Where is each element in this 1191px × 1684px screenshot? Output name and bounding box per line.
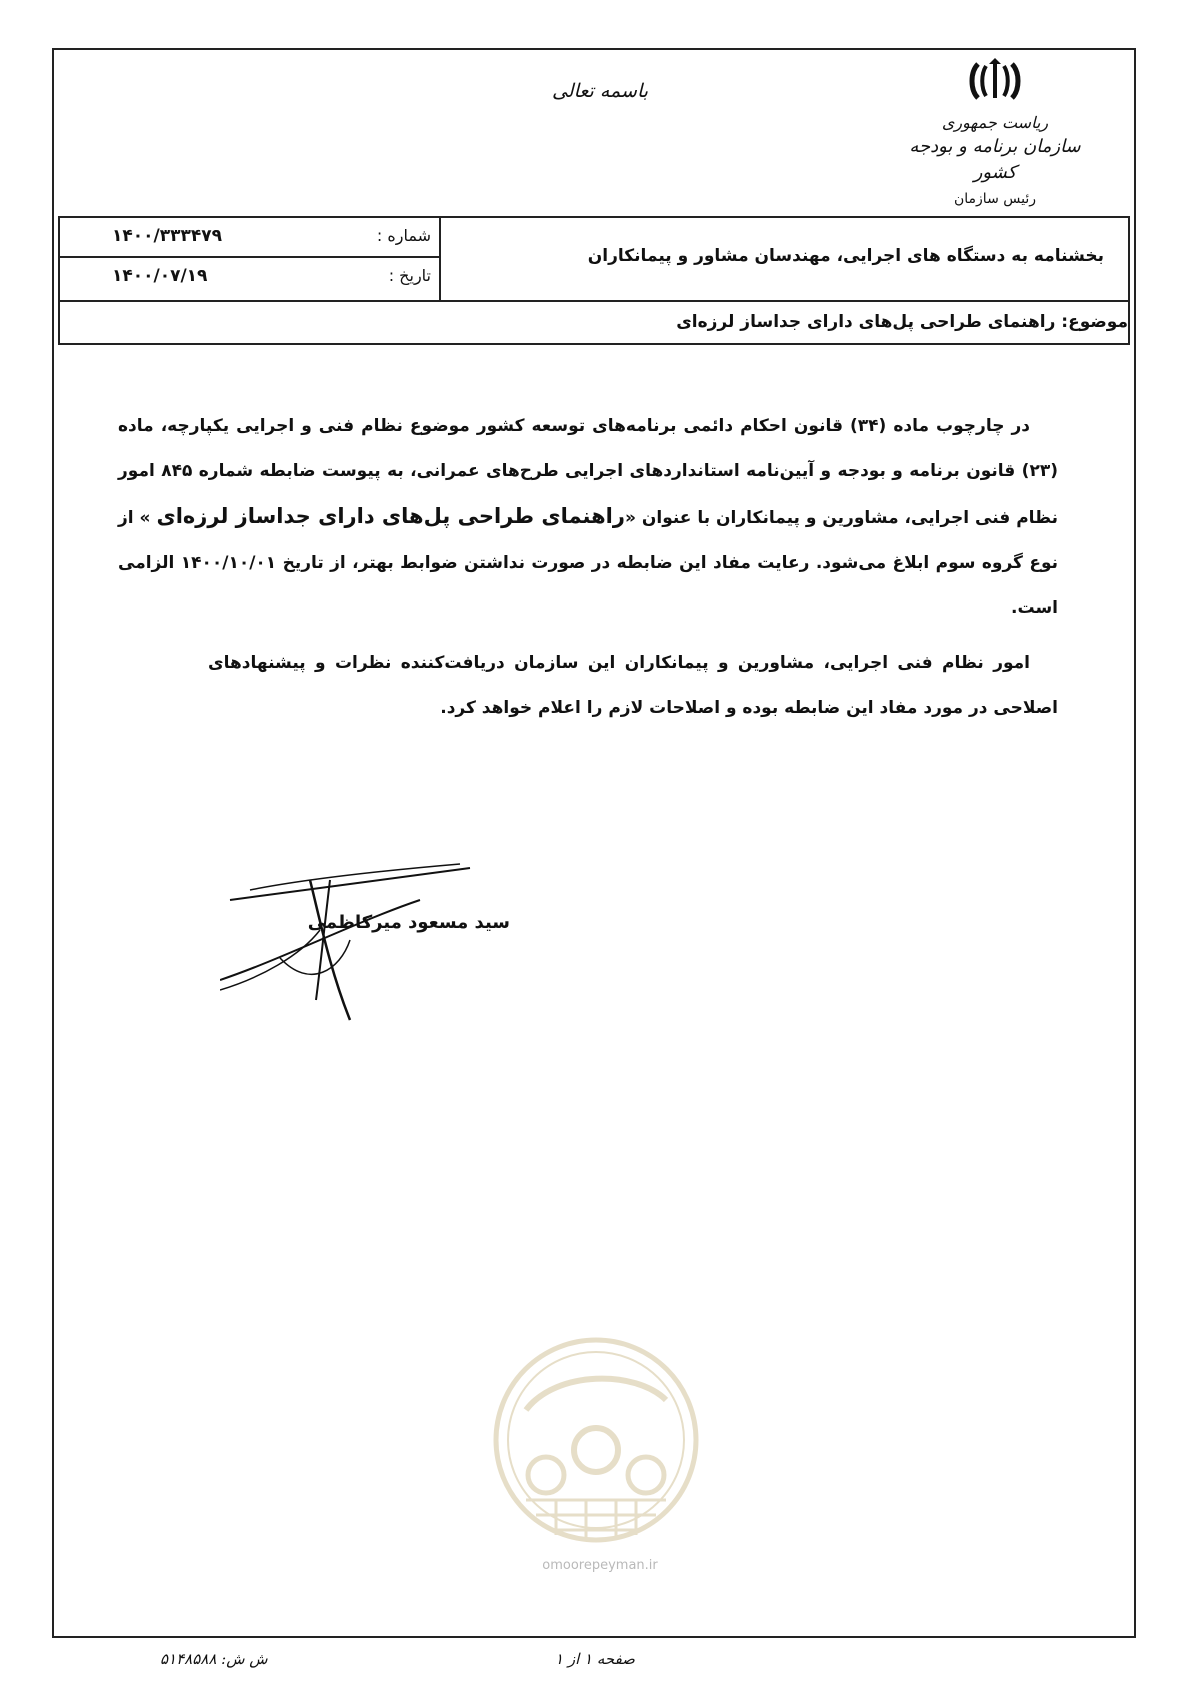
body-paragraph-2: امور نظام فنی اجرایی، مشاورین و پیمانکاران این سازمان دریافت‌کننده نظرات و پیشنهادهای اصلاحی در مورد مفاد این ضابطه بوده و اصلاحات لازم را اعلام خواهد کرد. (208, 653, 1058, 718)
date-value: ۱۴۰۰/۰۷/۱۹ (112, 266, 208, 286)
date-label: تاریخ : (388, 266, 431, 285)
number-label: شماره : (376, 226, 431, 245)
date-row (60, 258, 439, 300)
subject-line: موضوع: راهنمای طراحی پل‌های دارای جداساز لرزه‌ای (676, 312, 1128, 332)
header-top-row (60, 218, 1128, 302)
presidency-label: ریاست جمهوری (941, 113, 1049, 132)
organization-block (900, 112, 1090, 210)
organization-name: سازمان برنامه و بودجه کشور (909, 136, 1081, 183)
number-date-box (60, 218, 441, 300)
organization-head: رئیس سازمان (954, 191, 1036, 207)
signer-name: سید مسعود میرکاظمی (307, 912, 510, 933)
footer-page-number: صفحه ۱ از ۱ (555, 1650, 635, 1668)
recipient: بخشنامه به دستگاه های اجرایی، مهندسان مشاور و پیمانکاران (587, 246, 1104, 266)
body-paragraph-1 (118, 404, 1058, 631)
stamp-url: omoorepeyman.ir (542, 1558, 658, 1573)
basmala: باسمه تعالی (551, 80, 649, 102)
iran-emblem-icon (968, 58, 1022, 104)
body-paragraph-1-intro: در چارچوب ماده (۳۴) قانون احکام دائمی برنامه‌های توسعه کشور موضوع نظام فنی و اجرایی یکپارچه، ماده (۲۳) قانون برنامه و بودجه و آیین‌نامه استانداردهای اجرایی طرح‌های عمرانی، به پیوست ضابطه شماره ۸۴۵ امور نظام فنی اجرایی، مشاورین و پیمانکاران با عنوان « (118, 416, 1058, 528)
letter-header-table (58, 216, 1130, 345)
footer-reference: ش ش: ۵۱۴۸۵۸۸ (160, 1650, 268, 1668)
stamp-watermark-icon (486, 1330, 706, 1550)
letter-body (118, 404, 1058, 741)
body-paragraph-1-end: » از نوع گروه سوم ابلاغ می‌شود. رعایت مفاد این ضابطه در صورت نداشتن ضوابط بهتر، از تاریخ ۱۴۰۰/۱۰/۰۱ الزامی است. (118, 508, 1058, 618)
number-value: ۱۴۰۰/۳۳۳۴۷۹ (112, 226, 222, 246)
number-row (60, 218, 439, 258)
signature-icon (220, 860, 520, 1030)
guideline-title: راهنمای طراحی پل‌های دارای جداساز لرزه‌ای (156, 504, 625, 528)
